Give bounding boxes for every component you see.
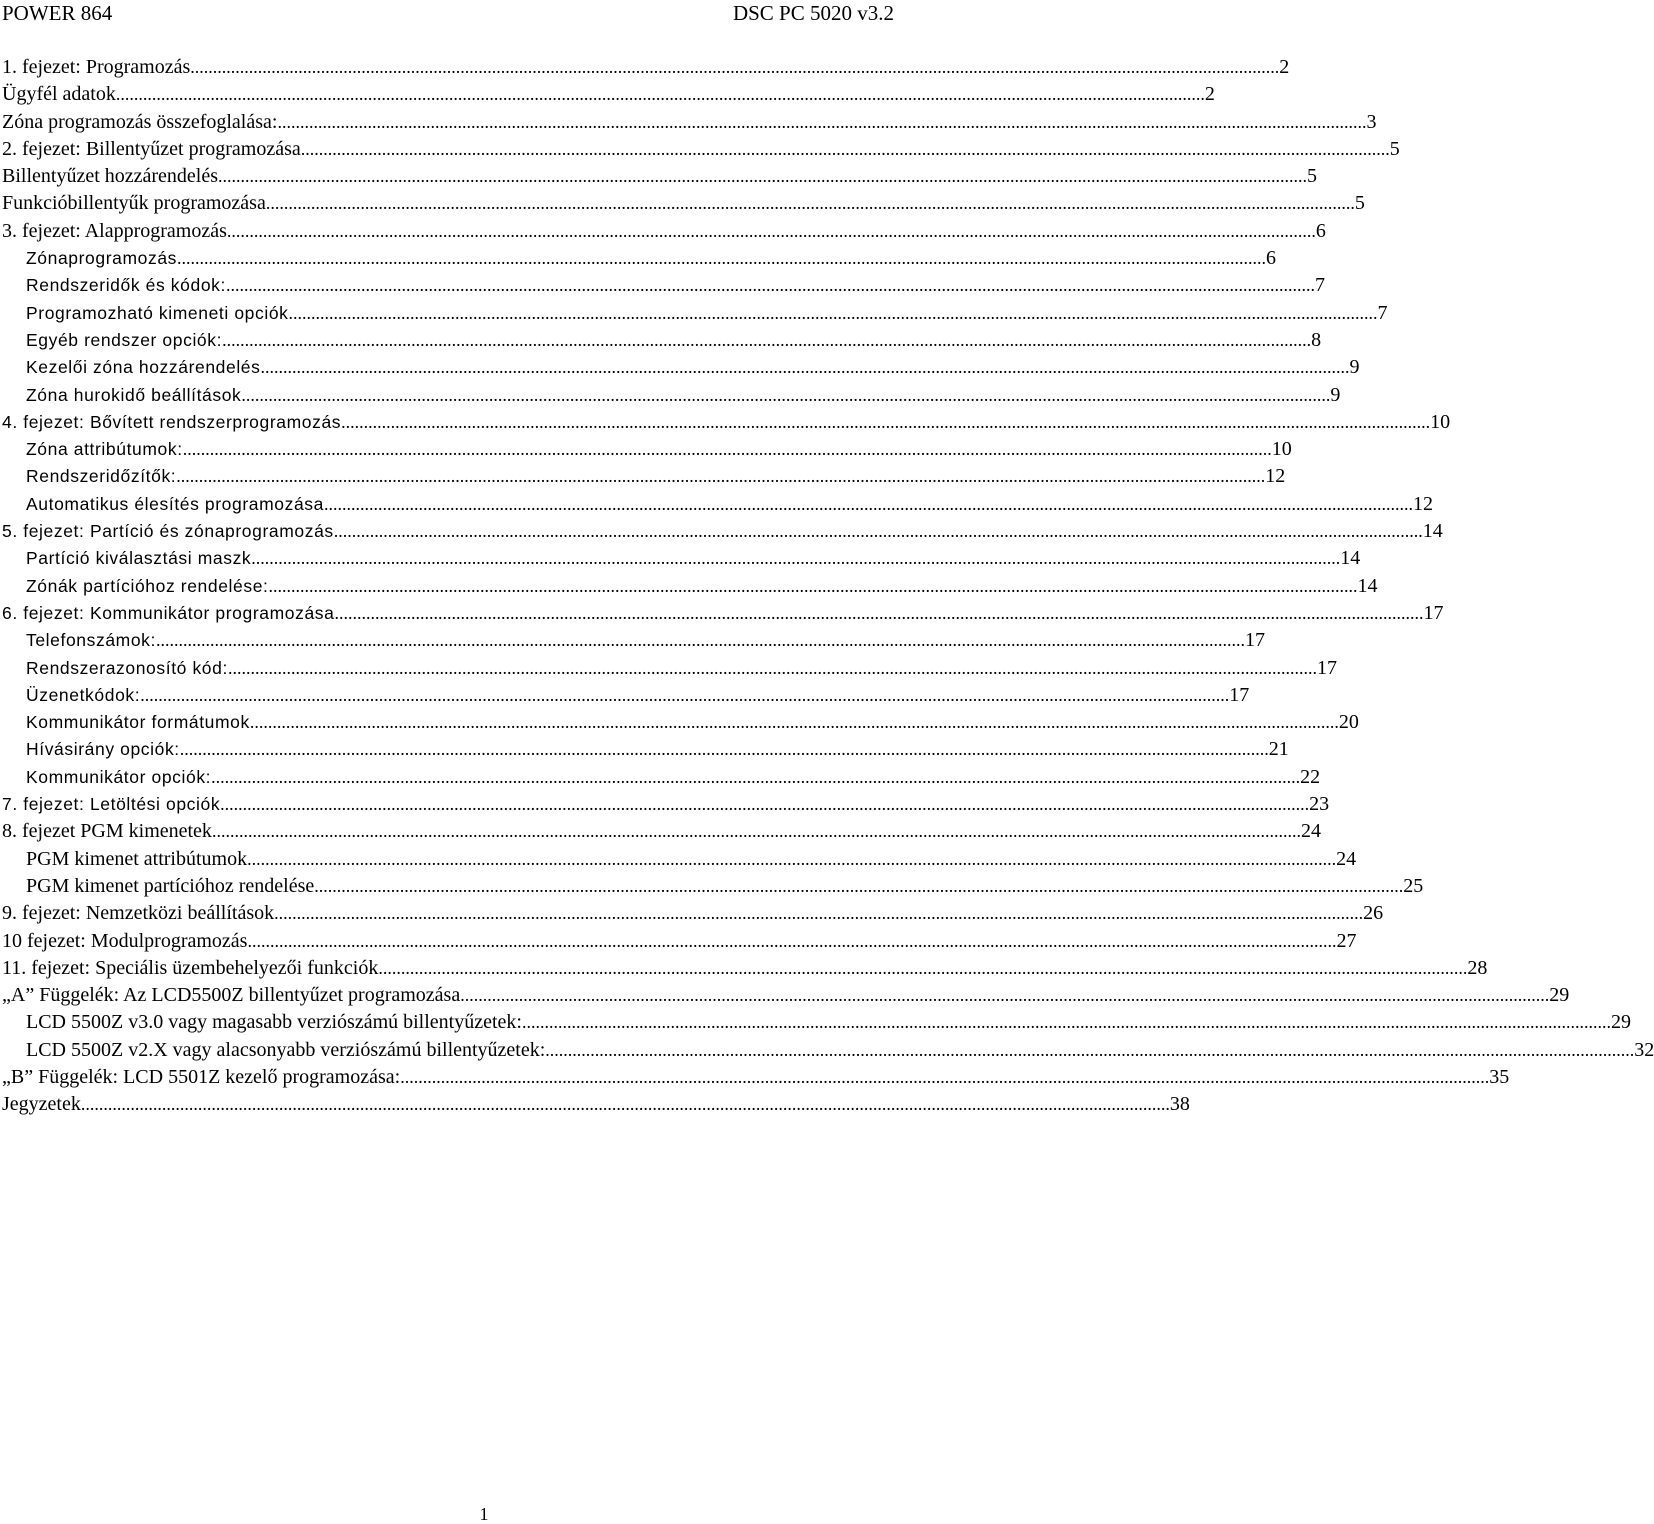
toc-dot-leader	[251, 545, 1340, 572]
toc-dot-leader	[218, 163, 1307, 190]
page-number: 1	[479, 1504, 489, 1524]
toc-entry[interactable]	[0, 573, 1378, 600]
toc-entry-page: 23	[1309, 793, 1330, 816]
toc-entry-page: 6	[1266, 247, 1277, 270]
toc-entry[interactable]	[0, 1091, 1190, 1118]
toc-dot-leader	[81, 1091, 1170, 1118]
toc-entry-page: 7	[1314, 274, 1325, 297]
toc-entry[interactable]	[0, 1009, 1631, 1036]
page-header	[0, 0, 960, 28]
toc-entry-page: 21	[1268, 738, 1289, 761]
toc-entry-page: 12	[1413, 492, 1433, 515]
toc-entry-page: 10	[1430, 410, 1451, 433]
toc-entry-page: 17	[1245, 629, 1265, 652]
toc-dot-leader	[212, 818, 1301, 845]
toc-dot-leader	[220, 791, 1309, 818]
toc-entry-title: LCD 5500Z v3.0 vagy magasabb verziószámú billentyűzetek:	[26, 1011, 522, 1034]
toc-entry[interactable]	[0, 272, 1325, 299]
toc-entry[interactable]	[0, 709, 1359, 736]
header-document-version: DSC PC 5020 v3.2	[732, 1, 894, 25]
toc-entry-title: PGM kimenet partícióhoz rendelése	[26, 874, 315, 897]
toc-entry-page: 35	[1489, 1065, 1510, 1088]
toc-dot-leader	[277, 109, 1366, 136]
toc-entry-title: 4. fejezet: Bővített rendszerprogramozás	[2, 411, 342, 432]
toc-entry-page: 29	[1610, 1011, 1631, 1034]
toc-entry-title: Zóna programozás összefoglalása:	[2, 110, 278, 133]
toc-entry[interactable]	[0, 136, 1400, 163]
toc-entry-title: Zóna attribútumok:	[26, 439, 183, 460]
toc-entry[interactable]	[0, 791, 1330, 818]
toc-entry-page: 20	[1338, 711, 1359, 734]
toc-entry-title: Egyéb rendszer opciók:	[26, 329, 223, 350]
toc-entry-title: Telefonszámok:	[26, 630, 156, 651]
toc-dot-leader	[341, 409, 1430, 436]
toc-dot-leader	[269, 573, 1358, 600]
table-of-contents	[0, 54, 1654, 1119]
toc-entry-page: 22	[1300, 765, 1321, 788]
toc-entry-title: Zónaprogramozás	[26, 248, 178, 269]
toc-entry[interactable]	[0, 873, 1424, 900]
toc-entry[interactable]	[0, 218, 1326, 245]
toc-entry-page: 10	[1271, 438, 1292, 461]
toc-entry-page: 14	[1357, 574, 1378, 597]
toc-entry[interactable]	[0, 955, 1488, 982]
toc-entry[interactable]	[0, 928, 1357, 955]
toc-entry-page: 17	[1316, 656, 1337, 679]
toc-entry[interactable]	[0, 463, 1286, 490]
toc-entry[interactable]	[0, 1064, 1510, 1091]
toc-entry-title: Hívásirány opciók:	[26, 739, 180, 760]
toc-entry-title: Automatikus élesítés programozása	[26, 493, 324, 514]
toc-entry-title: Jegyzetek	[2, 1093, 81, 1116]
toc-entry[interactable]	[0, 491, 1433, 518]
toc-dot-leader	[211, 764, 1300, 791]
toc-entry-title: Partíció kiválasztási maszk	[26, 548, 252, 569]
toc-entry[interactable]	[0, 354, 1360, 381]
toc-entry-title: „B” Függelék: LCD 5501Z kezelő programozása:	[2, 1065, 401, 1088]
toc-entry[interactable]	[0, 764, 1321, 791]
toc-dot-leader	[378, 955, 1467, 982]
toc-entry-page: 17	[1229, 683, 1250, 706]
toc-dot-leader	[250, 709, 1339, 736]
toc-dot-leader	[301, 136, 1390, 163]
toc-entry-title: 9. fejezet: Nemzetközi beállítások	[2, 902, 275, 925]
toc-dot-leader	[177, 245, 1266, 272]
toc-dot-leader	[156, 627, 1245, 654]
toc-entry-page: 32	[1634, 1038, 1654, 1061]
toc-entry[interactable]	[0, 627, 1265, 654]
toc-dot-leader	[241, 382, 1330, 409]
toc-entry-title: PGM kimenet attribútumok	[26, 847, 248, 870]
toc-entry[interactable]	[0, 409, 1451, 436]
toc-entry-page: 38	[1169, 1093, 1190, 1116]
toc-entry-page: 2	[1204, 83, 1215, 106]
toc-entry[interactable]	[0, 300, 1388, 327]
toc-entry-page: 8	[1311, 328, 1322, 351]
toc-dot-leader	[190, 54, 1279, 81]
toc-entry[interactable]	[0, 327, 1322, 354]
toc-entry[interactable]	[0, 518, 1443, 545]
toc-dot-leader	[226, 272, 1315, 299]
toc-entry-page: 24	[1300, 820, 1321, 843]
toc-entry-title: Kezelői zóna hozzárendelés	[26, 357, 261, 378]
toc-entry-page: 14	[1340, 547, 1361, 570]
toc-entry-page: 12	[1265, 465, 1286, 488]
toc-dot-leader	[400, 1064, 1489, 1091]
toc-entry-title: Kommunikátor opciók:	[26, 766, 212, 787]
toc-entry-title: Billentyűzet hozzárendelés	[2, 165, 219, 188]
toc-entry-title: 8. fejezet PGM kimenetek	[2, 820, 212, 843]
toc-entry-title: Programozható kimeneti opciók	[26, 302, 289, 323]
toc-entry-page: 24	[1336, 847, 1357, 870]
toc-dot-leader	[314, 873, 1403, 900]
toc-dot-leader	[545, 1037, 1634, 1064]
toc-entry-page: 28	[1467, 956, 1488, 979]
toc-dot-leader	[247, 928, 1336, 955]
toc-entry-title: Rendszeridők és kódok:	[26, 275, 226, 296]
toc-entry-title: Ügyfél adatok	[2, 83, 116, 106]
toc-entry[interactable]	[0, 900, 1384, 927]
toc-entry[interactable]	[0, 54, 1290, 81]
toc-dot-leader	[289, 300, 1378, 327]
toc-entry[interactable]	[0, 1037, 1654, 1064]
toc-entry-title: 1. fejezet: Programozás	[2, 56, 191, 78]
toc-entry-title: 7. fejezet: Letöltési opciók	[2, 794, 221, 815]
toc-dot-leader	[334, 600, 1423, 627]
toc-entry-title: 6. fejezet: Kommunikátor programozása	[2, 602, 335, 623]
header-product-name: POWER 864	[2, 1, 113, 25]
toc-entry-page: 29	[1549, 984, 1570, 1007]
toc-entry[interactable]	[0, 109, 1377, 136]
toc-dot-leader	[140, 682, 1229, 709]
toc-dot-leader	[180, 736, 1269, 763]
toc-entry-page: 5	[1354, 192, 1365, 215]
toc-entry-page: 27	[1336, 929, 1357, 952]
toc-dot-leader	[247, 846, 1336, 873]
toc-dot-leader	[227, 218, 1316, 245]
toc-entry-title: 10 fejezet: Modulprogramozás	[2, 929, 248, 952]
toc-entry-page: 5	[1307, 165, 1318, 188]
toc-entry[interactable]	[0, 818, 1321, 845]
toc-entry-title: 3. fejezet: Alapprogramozás	[2, 219, 227, 242]
toc-dot-leader	[334, 518, 1423, 545]
toc-entry[interactable]	[0, 846, 1357, 873]
toc-entry-page: 9	[1330, 383, 1341, 406]
toc-entry-title: 2. fejezet: Billentyűzet programozása	[2, 137, 301, 160]
toc-entry-page: 25	[1403, 874, 1424, 897]
toc-entry-title: 5. fejezet: Partíció és zónaprogramozás	[2, 521, 334, 542]
toc-entry[interactable]	[0, 436, 1292, 463]
toc-entry-title: Üzenetkódok:	[26, 684, 141, 705]
toc-entry-title: LCD 5500Z v2.X vagy alacsonyabb verziószámú billentyűzetek:	[26, 1038, 546, 1061]
toc-entry-title: Zónák partícióhoz rendelése:	[26, 575, 269, 596]
toc-dot-leader	[522, 1009, 1611, 1036]
toc-entry[interactable]	[0, 600, 1444, 627]
toc-entry[interactable]	[0, 245, 1277, 272]
toc-entry[interactable]	[0, 81, 1215, 108]
toc-entry[interactable]	[0, 682, 1250, 709]
toc-entry[interactable]	[0, 163, 1318, 190]
toc-dot-leader	[183, 436, 1272, 463]
toc-dot-leader	[266, 190, 1355, 217]
toc-dot-leader	[324, 491, 1413, 518]
toc-entry-title: „A” Függelék: Az LCD5500Z billentyűzet programozása	[2, 984, 461, 1007]
toc-dot-leader	[228, 655, 1317, 682]
toc-dot-leader	[176, 463, 1265, 490]
toc-entry[interactable]	[0, 982, 1570, 1009]
toc-dot-leader	[116, 81, 1205, 108]
toc-entry[interactable]	[0, 736, 1289, 763]
toc-entry-title: Funkcióbillentyűk programozása	[2, 192, 266, 215]
toc-entry-page: 3	[1366, 110, 1377, 133]
toc-entry-page: 14	[1422, 520, 1443, 543]
toc-entry-page: 2	[1279, 56, 1290, 78]
toc-entry-page: 7	[1377, 301, 1388, 324]
toc-entry-title: 11. fejezet: Speciális üzembehelyezői funkciók	[2, 956, 379, 979]
toc-entry-title: Kommunikátor formátumok	[26, 712, 250, 733]
toc-entry[interactable]	[0, 190, 1365, 217]
toc-entry-title: Zóna hurokidő beállítások	[26, 384, 242, 405]
toc-entry-title: Rendszeridőzítők:	[26, 466, 177, 487]
toc-entry[interactable]	[0, 382, 1341, 409]
toc-entry-page: 9	[1349, 356, 1360, 379]
toc-dot-leader	[222, 327, 1311, 354]
toc-entry[interactable]	[0, 545, 1361, 572]
toc-entry-page: 5	[1389, 137, 1400, 160]
toc-entry[interactable]	[0, 655, 1337, 682]
toc-entry-page: 17	[1423, 601, 1444, 624]
toc-dot-leader	[460, 982, 1549, 1009]
toc-dot-leader	[261, 354, 1350, 381]
toc-entry-page: 26	[1363, 902, 1384, 925]
toc-entry-page: 6	[1315, 219, 1326, 242]
toc-entry-title: Rendszerazonosító kód:	[26, 657, 228, 678]
toc-dot-leader	[274, 900, 1363, 927]
